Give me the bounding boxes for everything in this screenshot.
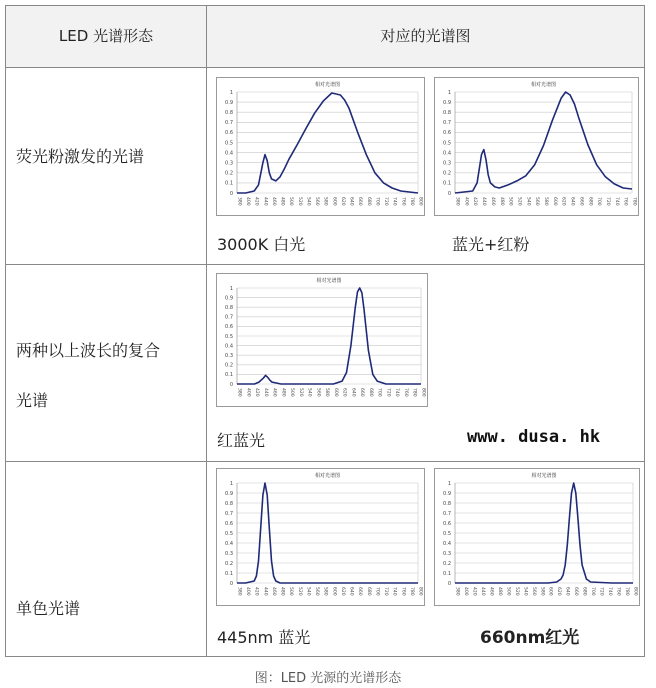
caption-red-blue: 红蓝光 — [217, 431, 266, 450]
x-tick-label: 380 — [454, 197, 460, 206]
y-tick-label: 1 — [229, 89, 233, 96]
x-tick-label: 440 — [262, 197, 268, 206]
x-tick-label: 580 — [543, 197, 548, 206]
x-tick-label: 580 — [322, 587, 328, 596]
x-tick-label: 700 — [374, 587, 380, 596]
chart-title: 相对光谱图 — [314, 82, 341, 88]
header-corresponding-spectrum: 对应的光谱图 — [380, 27, 471, 45]
row-divider — [6, 67, 644, 68]
chart-svg — [217, 469, 424, 605]
x-tick-label: 560 — [314, 197, 320, 206]
y-tick-label: 0.8 — [225, 110, 233, 116]
x-tick-label: 780 — [408, 587, 414, 596]
y-tick-label: 0.5 — [443, 530, 451, 537]
y-tick-label: 0.7 — [443, 510, 451, 517]
x-tick-label: 640 — [348, 587, 354, 596]
y-tick-label: 0.5 — [443, 140, 451, 147]
y-tick-label: 0.3 — [225, 353, 233, 359]
y-tick-label: 0.8 — [443, 110, 451, 116]
y-tick-label: 0.1 — [443, 180, 451, 187]
x-tick-label: 540 — [525, 197, 531, 206]
x-tick-label: 740 — [394, 388, 400, 397]
row-label-composite-line2: 光谱 — [16, 391, 49, 410]
x-tick-label: 460 — [488, 587, 494, 596]
x-tick-label: 680 — [581, 587, 587, 596]
x-tick-label: 520 — [296, 197, 302, 206]
x-tick-label: 580 — [539, 587, 545, 596]
x-tick-label: 520 — [296, 587, 302, 596]
y-tick-label: 0 — [229, 190, 233, 197]
y-tick-label: 1 — [447, 89, 451, 96]
x-tick-label: 680 — [367, 388, 373, 397]
x-tick-label: 760 — [615, 587, 621, 596]
row-label-phosphor: 荧光粉激发的光谱 — [16, 147, 145, 166]
x-tick-label: 620 — [339, 197, 345, 206]
x-tick-label: 500 — [505, 587, 511, 596]
figure-caption: 图：LED 光源的光谱形态 — [254, 671, 402, 686]
y-tick-label: 0.1 — [225, 180, 233, 187]
x-tick-label: 740 — [391, 587, 397, 596]
y-tick-label: 0 — [447, 190, 451, 197]
y-tick-label: 0.6 — [225, 130, 233, 137]
x-tick-label: 420 — [253, 197, 259, 206]
x-tick-label: 480 — [279, 587, 285, 596]
y-tick-label: 0.7 — [225, 314, 233, 321]
x-tick-label: 420 — [254, 388, 260, 397]
x-tick-label: 480 — [496, 587, 502, 596]
x-tick-label: 660 — [578, 197, 584, 206]
x-tick-label: 520 — [516, 197, 522, 206]
x-tick-label: 380 — [236, 197, 242, 206]
y-tick-label: 0 — [229, 381, 233, 388]
x-tick-label: 400 — [245, 388, 251, 397]
x-tick-label: 720 — [383, 197, 389, 206]
y-tick-label: 0.7 — [225, 120, 233, 127]
x-tick-label: 540 — [305, 197, 311, 206]
x-tick-label: 740 — [391, 197, 397, 206]
x-tick-label: 760 — [402, 388, 408, 397]
y-tick-label: 0.2 — [443, 170, 451, 177]
y-tick-label: 1 — [229, 480, 233, 487]
y-tick-label: 0.4 — [443, 540, 451, 547]
x-tick-label: 720 — [385, 388, 391, 397]
caption-660nm-red: 660nm红光 — [480, 628, 580, 648]
x-tick-label: 780 — [631, 197, 637, 206]
x-tick-label: 500 — [289, 388, 295, 397]
x-tick-label: 780 — [411, 388, 417, 397]
y-tick-label: 0.7 — [443, 120, 451, 127]
y-tick-label: 0.6 — [443, 130, 451, 137]
x-tick-label: 520 — [513, 587, 519, 596]
y-tick-label: 0.4 — [225, 343, 233, 350]
x-tick-label: 680 — [365, 197, 371, 206]
chart-svg — [435, 78, 638, 215]
y-tick-label: 0.9 — [443, 490, 451, 497]
x-tick-label: 420 — [253, 587, 259, 596]
x-tick-label: 380 — [236, 388, 242, 397]
chart-title: 相对光谱图 — [316, 278, 342, 284]
caption-445nm-blue: 445nm 蓝光 — [217, 628, 311, 647]
x-tick-label: 740 — [607, 587, 613, 596]
x-tick-label: 680 — [365, 587, 371, 596]
x-tick-label: 560 — [314, 587, 320, 596]
y-tick-label: 0.4 — [225, 150, 233, 157]
y-tick-label: 0.9 — [225, 99, 233, 106]
chart-660nm-red — [434, 468, 640, 606]
x-tick-label: 740 — [613, 197, 619, 206]
x-tick-label: 800 — [417, 587, 423, 596]
x-tick-label: 540 — [305, 587, 311, 596]
x-tick-label: 580 — [322, 197, 328, 206]
x-tick-label: 500 — [507, 197, 513, 206]
y-tick-label: 0.9 — [443, 99, 451, 106]
x-tick-label: 600 — [551, 197, 557, 206]
x-tick-label: 420 — [471, 587, 477, 596]
y-tick-label: 0.2 — [443, 560, 451, 567]
x-tick-label: 620 — [556, 587, 562, 596]
y-tick-label: 0.8 — [225, 500, 233, 507]
x-tick-label: 600 — [331, 197, 337, 206]
y-tick-label: 0.4 — [443, 150, 451, 157]
x-tick-label: 720 — [383, 587, 389, 596]
y-tick-label: 0.5 — [225, 333, 233, 340]
x-tick-label: 420 — [472, 197, 478, 206]
row-label-monochrome: 单色光谱 — [16, 599, 81, 618]
x-tick-label: 560 — [315, 388, 321, 397]
x-tick-label: 600 — [332, 388, 338, 397]
x-tick-label: 640 — [564, 587, 570, 596]
x-tick-label: 780 — [408, 197, 414, 206]
spectrum-series-line — [237, 93, 418, 193]
x-tick-label: 380 — [236, 587, 242, 596]
x-tick-label: 680 — [587, 197, 593, 206]
x-tick-label: 520 — [297, 388, 303, 397]
y-tick-label: 0.6 — [225, 520, 233, 527]
y-tick-label: 0.5 — [225, 530, 233, 537]
x-tick-label: 460 — [270, 587, 276, 596]
x-tick-label: 480 — [279, 197, 285, 206]
x-tick-label: 380 — [454, 587, 460, 596]
y-tick-label: 1 — [447, 480, 451, 487]
x-tick-label: 640 — [350, 388, 356, 397]
y-tick-label: 0.1 — [443, 570, 451, 577]
x-tick-label: 460 — [271, 388, 277, 397]
x-tick-label: 440 — [481, 197, 487, 206]
chart-red-blue — [216, 273, 428, 407]
x-tick-label: 600 — [547, 587, 553, 596]
y-tick-label: 1 — [229, 285, 233, 292]
y-tick-label: 0.8 — [225, 305, 233, 311]
watermark-url: www. dusa. hk — [467, 427, 601, 447]
x-tick-label: 660 — [357, 197, 363, 206]
spectrum-table — [5, 5, 645, 657]
x-tick-label: 400 — [245, 197, 251, 206]
x-tick-label: 620 — [341, 388, 347, 397]
x-tick-label: 660 — [573, 587, 579, 596]
row-label-composite-line1: 两种以上波长的复合 — [16, 341, 161, 360]
x-tick-label: 700 — [374, 197, 380, 206]
x-tick-label: 800 — [632, 587, 638, 596]
x-tick-label: 600 — [331, 587, 337, 596]
x-tick-label: 660 — [357, 587, 363, 596]
column-divider — [206, 6, 207, 656]
chart-title: 相对光谱图 — [531, 473, 557, 479]
x-tick-label: 500 — [288, 587, 294, 596]
y-tick-label: 0.3 — [225, 160, 233, 167]
y-tick-label: 0.3 — [225, 550, 233, 557]
x-tick-label: 660 — [359, 388, 365, 397]
x-tick-label: 640 — [569, 197, 575, 206]
x-tick-label: 500 — [288, 197, 294, 206]
y-tick-label: 0.9 — [225, 490, 233, 497]
y-tick-label: 0.1 — [225, 570, 233, 577]
x-tick-label: 540 — [522, 587, 528, 596]
y-tick-label: 0.3 — [443, 550, 451, 557]
x-tick-label: 760 — [400, 197, 406, 206]
x-tick-label: 700 — [590, 587, 596, 596]
chart-3000k-white — [216, 77, 425, 216]
x-tick-label: 800 — [417, 197, 423, 206]
x-tick-label: 540 — [306, 388, 312, 397]
y-tick-label: 0.6 — [443, 520, 451, 527]
caption-3000k-white: 3000K 白光 — [217, 235, 306, 254]
y-tick-label: 0.3 — [443, 160, 451, 167]
x-tick-label: 620 — [339, 587, 345, 596]
y-tick-label: 0 — [447, 580, 451, 587]
x-tick-label: 480 — [498, 197, 504, 206]
y-tick-label: 0.2 — [225, 170, 233, 177]
y-tick-label: 0.9 — [225, 295, 233, 302]
x-tick-label: 440 — [262, 587, 268, 596]
x-tick-label: 400 — [462, 587, 468, 596]
y-tick-label: 0.6 — [225, 324, 233, 331]
x-tick-label: 460 — [489, 197, 495, 206]
chart-svg — [217, 274, 427, 406]
y-tick-label: 0.1 — [225, 372, 233, 379]
x-tick-label: 720 — [604, 197, 610, 206]
x-tick-label: 780 — [624, 587, 630, 596]
x-tick-label: 580 — [324, 388, 330, 397]
caption-blue-red-phosphor: 蓝光+红粉 — [452, 235, 530, 254]
x-tick-label: 400 — [245, 587, 251, 596]
y-tick-label: 0.4 — [225, 540, 233, 547]
y-tick-label: 0 — [229, 580, 233, 587]
x-tick-label: 440 — [262, 388, 268, 397]
chart-title: 相对光谱图 — [314, 473, 341, 479]
x-tick-label: 460 — [270, 197, 276, 206]
x-tick-label: 760 — [400, 587, 406, 596]
row-divider — [6, 461, 644, 462]
chart-blue-red-phosphor — [434, 77, 639, 216]
y-tick-label: 0.8 — [443, 500, 451, 507]
x-tick-label: 700 — [376, 388, 382, 397]
x-tick-label: 700 — [596, 197, 602, 206]
y-tick-label: 0.7 — [225, 510, 233, 517]
x-tick-label: 440 — [479, 587, 485, 596]
x-tick-label: 480 — [280, 388, 286, 397]
chart-title: 相对光谱图 — [530, 82, 557, 88]
x-tick-label: 800 — [420, 388, 426, 397]
header-led-spectrum-form: LED 光谱形态 — [58, 27, 154, 45]
chart-445nm-blue — [216, 468, 425, 606]
y-tick-label: 0.5 — [225, 140, 233, 147]
x-tick-label: 760 — [622, 197, 628, 206]
x-tick-label: 620 — [560, 197, 566, 206]
x-tick-label: 560 — [530, 587, 536, 596]
row-divider — [6, 264, 644, 265]
x-tick-label: 720 — [598, 587, 604, 596]
x-tick-label: 400 — [463, 197, 469, 206]
chart-svg — [217, 78, 424, 215]
y-tick-label: 0.2 — [225, 362, 233, 369]
chart-svg — [435, 469, 639, 605]
x-tick-label: 640 — [348, 197, 354, 206]
y-tick-label: 0.2 — [225, 560, 233, 567]
x-tick-label: 560 — [534, 197, 540, 206]
